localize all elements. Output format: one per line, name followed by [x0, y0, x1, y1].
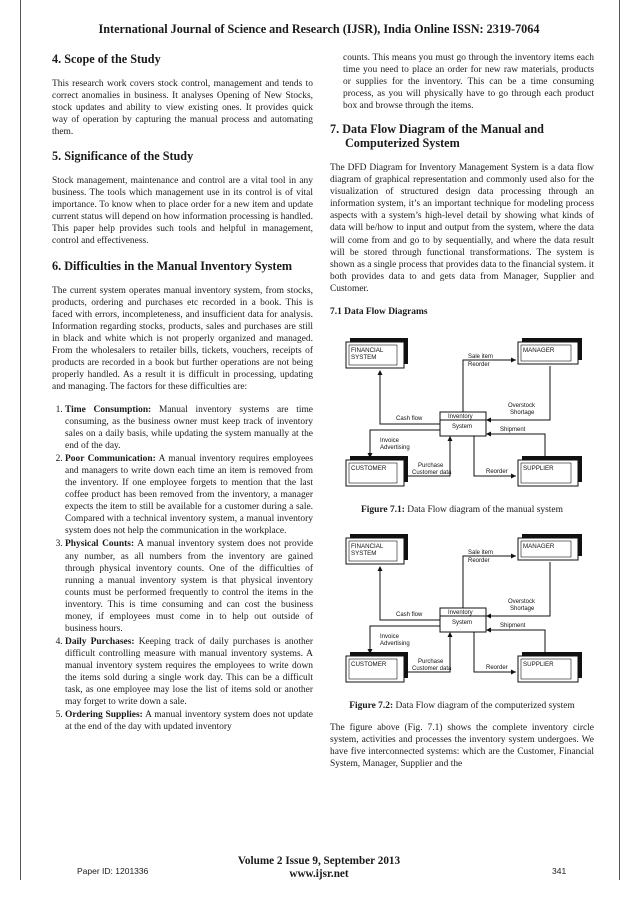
- flow-label: Customer data: [412, 665, 452, 672]
- flow-label: Customer data: [412, 469, 452, 476]
- process-label: System: [452, 619, 473, 626]
- arrow-head-icon: [486, 431, 491, 436]
- page-number: 341: [552, 866, 567, 876]
- right-column: [330, 52, 594, 781]
- flow-label: Cash flow: [396, 415, 423, 422]
- section-6-text: The current system operates manual inventory system, from stocks, products, ordering and purchases etc recorded in a book. This is faced with errors, incompleteness, and insufficient data for analysis. Information regarding stocks, products, sales and purchases are still in black and white which is not properly organized and managed. From the wholesalers to retailer bills, tickets, vouchers, receipts of products are recorded in a book but further operations are not being properly handled. As a result it is difficult in processing, updating and managing. The factors for these difficulties are:: [52, 285, 313, 392]
- flow-label: Cash flow: [396, 611, 423, 618]
- flow-label: Sale item: [468, 353, 494, 360]
- flow-label: Reorder: [486, 468, 508, 475]
- list-item-body: A manual inventory system does not provide any number, as all numbers from the inventory are gained through physical inventory counts. One of the difficulties of running a manual inventory system is that physical inventory counts must be performed frequently to control the items in the inventory. This is time consuming and can cost the business money, if employees must come in to help out outside of business hours.: [65, 539, 314, 634]
- figure-7-1-caption: [330, 504, 594, 516]
- list-item: [65, 709, 313, 733]
- figure-label: Figure 7.2:: [349, 700, 394, 711]
- flow-label: Shipment: [500, 622, 526, 629]
- flow-label: Sale item: [468, 549, 494, 556]
- supplier-entity-label: SUPPLIER: [523, 660, 554, 668]
- flow-label: Reorder: [486, 664, 508, 671]
- section-5-text: Stock management, maintenance and control are a vital tool in any business. The tools which management use in its control is of vital importance. To know when to place order for a new item and update current status will depend on how information processing is handled. This paper help provides such tools and helpful in management, control and effectiveness.: [52, 176, 313, 247]
- flow-label: Purchase: [418, 658, 444, 665]
- figure-caption-text: Data Flow diagram of the manual system: [407, 504, 563, 515]
- list-item-head: Poor Communication:: [65, 454, 156, 465]
- figure-7-2-caption: [330, 700, 594, 712]
- list-item-body: A manual inventory system does not update at the end of the day with updated inventory: [65, 710, 313, 733]
- journal-header: International Journal of Science and Research (IJSR), India Online ISSN: 2319-7064: [98, 22, 540, 36]
- customer-entity-label: CUSTOMER: [351, 464, 387, 472]
- arrow-head-icon: [486, 417, 491, 422]
- manager-entity-label: MANAGER: [523, 346, 555, 354]
- financial-system-entity-label: SYSTEM: [351, 549, 377, 557]
- flow-label: Reorder: [468, 361, 490, 368]
- flow-label: Invoice: [380, 633, 400, 640]
- list-item: [65, 636, 313, 708]
- process-label: Inventory: [448, 609, 473, 616]
- list-item-head: Time Consumption:: [65, 404, 152, 415]
- section-4-title: 4. Scope of the Study: [52, 52, 161, 66]
- section-4-text: This research work covers stock control, management and tends to correct anomalies in business. It analyses Opening of New Stocks, stock updates and ability to view existing ones. It provides quick way of operation by capturing the manual process and automating them.: [52, 79, 313, 138]
- dfd-diagram-computerized: [340, 526, 586, 694]
- flow-label: Advertising: [380, 640, 410, 647]
- list-item: [65, 404, 313, 452]
- list-item: [65, 538, 313, 634]
- list-item-body: A manual inventory requires employees and managers to write down each time an item is removed from the inventory. If one employee forgets to mention that the last coffee product has been removed from the inventory, a manager expects the item to still be available for a customer during a sale. Compared with a technical inventory system, a manual inventory system does not help the communication in the workplace.: [65, 454, 313, 537]
- process-label: Inventory: [448, 413, 473, 420]
- left-column: [52, 52, 313, 734]
- section-7-text: The DFD Diagram for Inventory Management System is a data flow diagram of graphical representation and commonly used also for the visualization of structured design data processing through an information system, it’s an important technique for modeling process aspects with a system’s high-level detail by showing what kinds of data will be/how to input and output from the system, where the data will come from and go to by sequentially, and where the data result will be stored through functional transformations. The system is shown as a single process that provides data to the financial system. it both provides data to and gets data from Manager, Supplier and Customer.: [330, 163, 594, 294]
- flow-label: Invoice: [380, 437, 400, 444]
- flow-label: Overstock: [508, 598, 536, 605]
- volume-info: Volume 2 Issue 9, September 2013: [237, 855, 401, 867]
- flow-shipment: [488, 434, 545, 458]
- difficulty-list: [52, 404, 313, 733]
- arrow-head-icon: [448, 436, 453, 441]
- arrow-head-icon: [378, 370, 383, 375]
- figure-label: Figure 7.1:: [361, 504, 405, 515]
- section-5-title: 5. Significance of the Study: [52, 149, 194, 164]
- dfd-diagram-manual: [340, 330, 586, 498]
- financial-system-entity-label: FINANCIAL: [351, 542, 384, 550]
- list-item-head: Ordering Supplies:: [65, 710, 143, 721]
- customer-entity-label: CUSTOMER: [351, 660, 387, 668]
- arrow-head-icon: [511, 553, 516, 558]
- flow-shipment: [488, 630, 545, 654]
- flow-label: Overstock: [508, 402, 536, 409]
- arrow-head-icon: [378, 566, 383, 571]
- closing-text: The figure above (Fig. 7.1) shows the complete inventory circle system, activities and processes the inventory system undergoes. We have five interconnected systems: which are the Customer, Financial System, Manager, Supplier and the: [330, 722, 594, 770]
- flow-label: Shipment: [500, 426, 526, 433]
- arrow-head-icon: [486, 627, 491, 632]
- arrow-head-icon: [486, 613, 491, 618]
- arrow-head-icon: [511, 473, 516, 478]
- flow-label: Purchase: [418, 462, 444, 469]
- continued-text: counts. This means you must go through the inventory items each time you need to place an order for new raw materials, products or supplies for the inventory. This can be a time consuming process, as you will physically have to go through each product box and browse through the items.: [343, 53, 594, 112]
- list-item-head: Daily Purchases:: [65, 636, 135, 647]
- list-item-head: Physical Counts:: [65, 539, 135, 550]
- supplier-entity-label: SUPPLIER: [523, 464, 554, 472]
- figure-7-1: [330, 330, 594, 498]
- flow-label: Shortage: [510, 605, 535, 612]
- figure-caption-text: Data Flow diagram of the computerized system: [395, 700, 575, 711]
- figure-7-2: [330, 526, 594, 694]
- section-7-1-title: 7.1 Data Flow Diagrams: [330, 306, 428, 317]
- paper-id: Paper ID: 1201336: [77, 866, 149, 876]
- financial-system-entity-label: FINANCIAL: [351, 346, 384, 354]
- list-item-body: Manual inventory systems are time consuming, as the business owner must keep track of inventory sales on a daily basis, while updating the system manually at the end of the day.: [65, 404, 313, 452]
- arrow-head-icon: [511, 669, 516, 674]
- process-label: System: [452, 423, 473, 430]
- flow-label: Advertising: [380, 444, 410, 451]
- journal-url[interactable]: www.ijsr.net: [289, 868, 349, 880]
- arrow-head-icon: [448, 632, 453, 637]
- financial-system-entity-label: SYSTEM: [351, 353, 377, 361]
- section-7-title: 7. Data Flow Diagram of the Manual and Computerized System: [330, 122, 544, 151]
- flow-label: Reorder: [468, 557, 490, 564]
- list-item-body: Keeping track of daily purchases is another difficult controlling measure with manual inventory systems. A manual inventory system requires the employees to write down the items sold during a single work day. This can be a difficult task, as one employee may lose the list of items sold or another may forget to write down a sale.: [65, 636, 313, 708]
- list-item: [65, 453, 313, 537]
- arrow-head-icon: [511, 357, 516, 362]
- section-6-title: 6. Difficulties in the Manual Inventory System: [52, 258, 293, 273]
- flow-label: Shortage: [510, 409, 535, 416]
- manager-entity-label: MANAGER: [523, 542, 555, 550]
